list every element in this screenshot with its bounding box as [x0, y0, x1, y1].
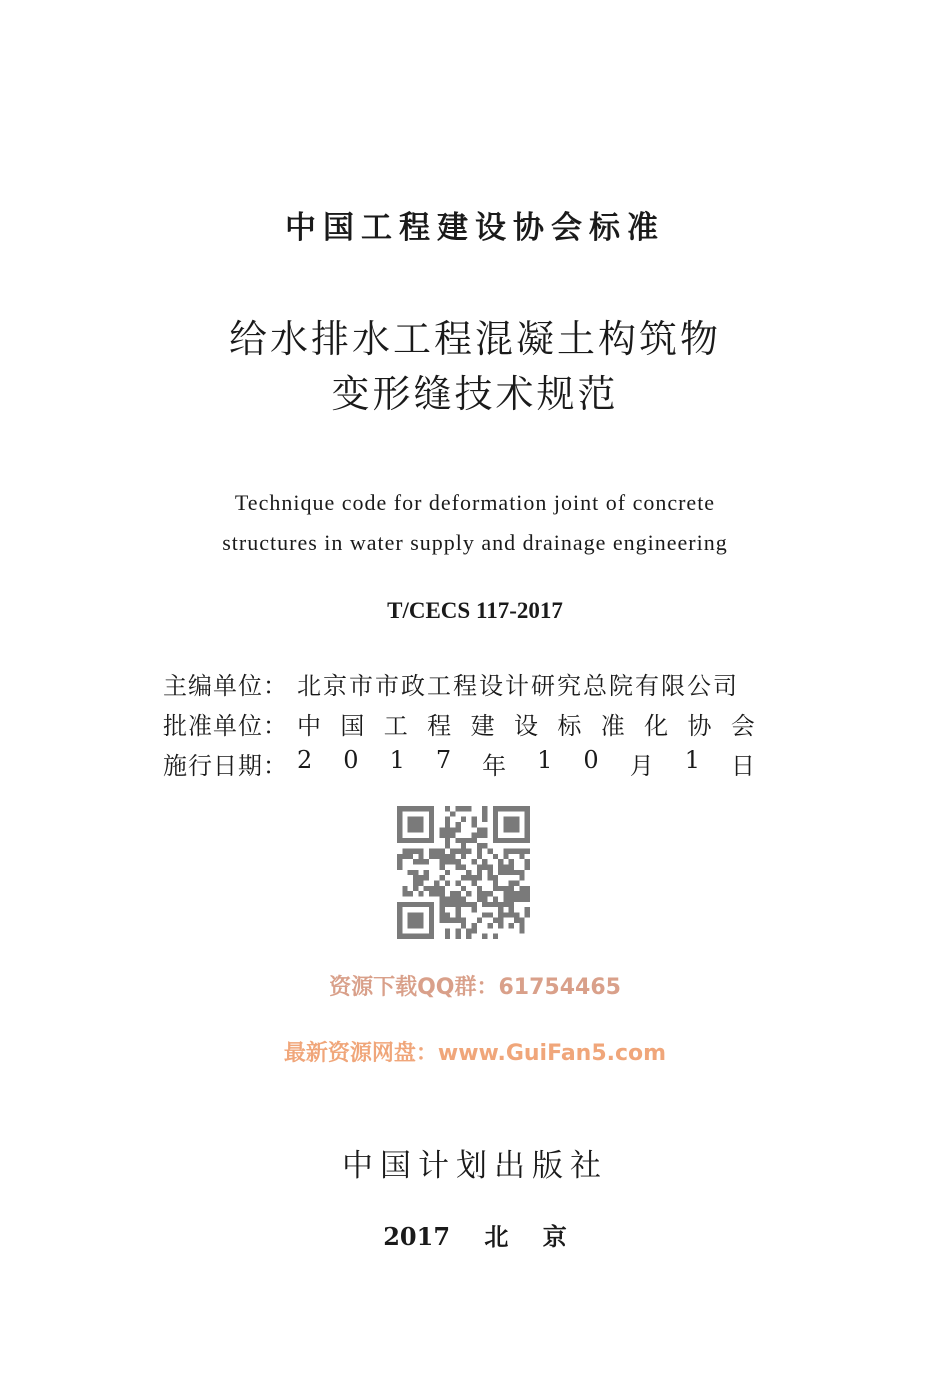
watermark-website: 最新资源网盘：www.GuiFan5.com — [283, 1041, 667, 1066]
standard-code: T/CECS 117-2017 — [387, 598, 563, 623]
publication-city-1: 北 — [484, 1222, 509, 1251]
approver-char: 标 — [557, 711, 582, 740]
approver-char: 化 — [644, 711, 669, 740]
date-char: 2 — [297, 745, 313, 774]
approver-char: 设 — [513, 711, 538, 740]
approver-value — [297, 706, 755, 741]
approver-char: 程 — [427, 711, 452, 740]
date-char: 1 — [684, 745, 700, 774]
title-cn-line2: 变形缝技术规范 — [331, 372, 619, 416]
editor-value: 北京市市政工程设计研究总院有限公司 — [297, 671, 739, 700]
date-char: 0 — [343, 745, 359, 774]
approver-char: 会 — [730, 711, 755, 740]
date-row — [163, 746, 755, 780]
organization-standard: 中国工程建设协会标准 — [285, 210, 665, 246]
editor-label: 主编单位： — [163, 671, 288, 700]
publication-year: 2017 — [383, 1222, 451, 1251]
date-char: 日 — [730, 751, 755, 780]
title-cn-line1: 给水排水工程混凝土构筑物 — [228, 317, 721, 361]
date-label: 施行日期： — [163, 751, 288, 780]
date-char: 7 — [435, 745, 452, 774]
approver-char: 工 — [383, 711, 408, 740]
title-en-line1: Technique code for deformation joint of concrete — [234, 490, 716, 515]
watermark-qq-group: 资源下载QQ群：61754465 — [329, 975, 621, 1000]
approver-char: 准 — [600, 711, 625, 740]
qr-code-icon — [397, 806, 530, 939]
date-char: 0 — [583, 745, 599, 774]
date-char: 年 — [482, 751, 507, 780]
publisher-name: 中国计划出版社 — [342, 1148, 608, 1184]
approver-char: 建 — [470, 711, 495, 740]
approver-label: 批准单位： — [163, 711, 288, 740]
approver-char: 中 — [297, 711, 321, 740]
publication-city-2: 京 — [542, 1222, 567, 1251]
title-en-line2: structures in water supply and drainage engineering — [222, 530, 728, 555]
publication-place — [0, 1217, 950, 1252]
date-char: 1 — [537, 745, 553, 774]
date-value — [297, 746, 755, 781]
approver-char: 协 — [687, 711, 712, 740]
editor-row — [163, 666, 755, 700]
approver-char: 国 — [340, 711, 365, 740]
approver-row — [163, 706, 755, 740]
date-char: 月 — [629, 751, 654, 780]
date-char: 1 — [389, 745, 405, 774]
